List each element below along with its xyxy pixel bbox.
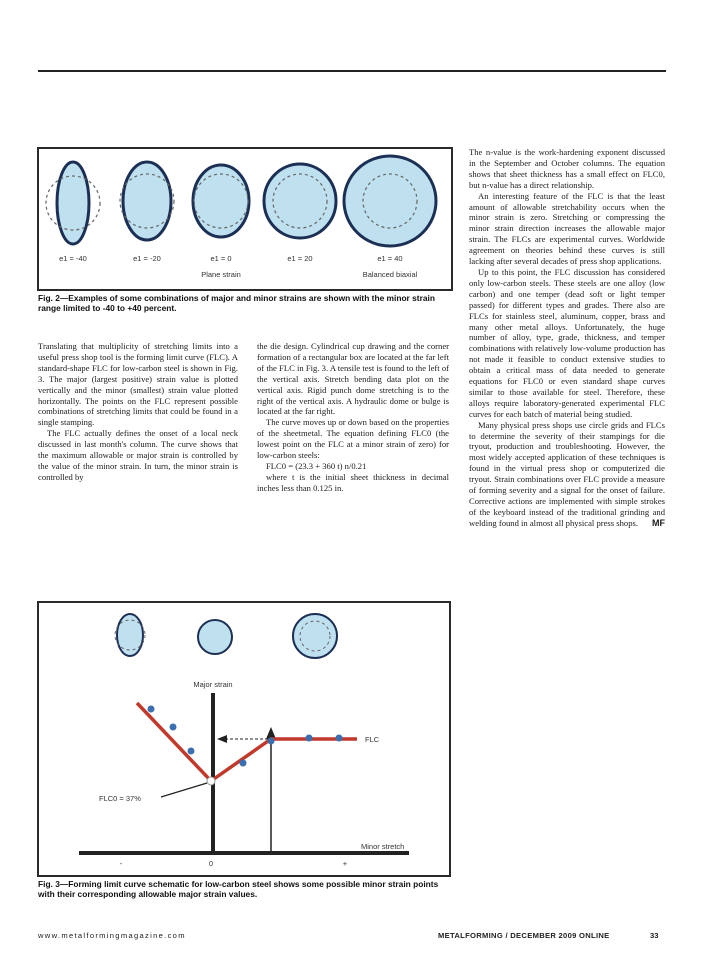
figure-2-caption: Fig. 2—Examples of some combinations of major and minor strains are shown with the minor strain range limited to -40 to +40 percent. — [38, 293, 435, 313]
paragraph — [469, 420, 665, 529]
figure-3 — [37, 601, 451, 877]
figure-3-caption: Fig. 3—Forming limit curve schematic for low-carbon steel shows some possible minor strain points with their corresponding allowable major strain values. — [38, 879, 439, 899]
equation: FLC0 = (23.3 + 360 t) n/0.21 — [266, 460, 367, 471]
paragraph: The n-value is the work-hardening exponent discussed in the September and October columns. The equation shows that sheet thickness has a small effect on FLC0, but n-value has a direct relationship. — [469, 147, 665, 190]
paragraph: the die design. Cylindrical cup drawing and the corner formation of a rectangular box are located at the far left of the FLC in Fig. 3. A tensile test is found to the left of the vertical axis. Stretch bending data plot on the vertical axis. Rigid punch dome stretching is to the right of the vertical axis. A hydraulic dome or bulge is located at the far right. — [257, 341, 449, 417]
paragraph: Up to this point, the FLC discussion has considered only low-carbon steels. These steels are one alloy (low carbon) and one temper (dead soft or light temper passed) for different types and grades. There also are FLCs for stainless steel, aluminum, copper, brass and many other metal alloys. Unfortunately, the huge number of alloy, type, grade, thickness, and temper combinations with relatively low-volume production has not made it feasible to conduct extensive studies to obtain a critical mass of data needed to generate equations for FLC0 or even standard shape curves similar to those available for steel. Therefore, these alloys require laboratory-generated experimental FLC curves for each batch of material being studied. — [469, 266, 665, 419]
axis-zero-label: 0 — [208, 859, 214, 868]
footer-magazine: METALFORMING / DECEMBER 2009 ONLINE — [438, 931, 610, 940]
major-strain-label: Major strain — [193, 680, 233, 689]
figure-2 — [37, 147, 453, 291]
page-number: 33 — [650, 931, 659, 940]
text-column-3 — [469, 147, 665, 529]
ellipse-plus-40 — [344, 156, 436, 246]
ellipse-plus-20 — [264, 164, 336, 238]
text-column-2 — [257, 341, 449, 494]
paragraph: An interesting feature of the FLC is that the least amount of allowable stretchability occurs when the minor strain is zero. Stretching or compressing the minor strain direction increases the allowable major strain. The FLCs are experimental curves. Worldwide agreement on theories behind these curves is still lacking after several decades of press shop applications. — [469, 190, 665, 267]
paragraph: The curve moves up or down based on the properties of the sheetmetal. The equation defining FLC0 (the lowest point on the FLC at a minor strain of zero) for low-carbon steels: — [257, 417, 449, 461]
label-e1-minus-40: e1 = -40 — [59, 254, 87, 263]
paragraph-text: Many physical press shops use circle grids and FLCs to determine the severity of their stampings for die tryout, production and troubleshooting. However, the most widely accepted application of these techniques is found in the virtual press shop or computerized die tryout. Strain combinations over FLC provide a measure of forming severity and a signal for the onset of failure. Corrective actions are implemented with simple strokes of the keyboard instead of the traditional grinding and welding found in almost all physical press shops. — [469, 419, 665, 528]
paragraph: where t is the initial sheet thickness in decimal inches less than 0.125 in. — [257, 471, 449, 493]
balanced-biaxial-label: Balanced biaxial — [362, 270, 418, 279]
text-column-1 — [38, 341, 238, 483]
label-e1-plus-40: e1 = 40 — [377, 254, 403, 263]
flc-label: FLC — [365, 735, 380, 744]
header-rule — [38, 70, 666, 72]
footer-url: www.metalformingmagazine.com — [38, 931, 186, 940]
axis-minus-label: - — [119, 859, 123, 868]
ellipse-minus-40 — [57, 162, 89, 244]
paragraph: The FLC actually defines the onset of a local neck discussed in last month's column. The curve shows that the maximum allowable or major strain is controlled by the value of the minor strain. In turn, the minor strain is controlled by — [38, 428, 238, 482]
figure-3-drawing — [39, 603, 449, 875]
flc0-label: FLC0 = 37% — [99, 794, 141, 803]
label-e1-zero: e1 = 0 — [210, 254, 232, 263]
minor-stretch-label: Minor stretch — [361, 842, 405, 851]
plane-strain-label: Plane strain — [201, 270, 241, 279]
flc-curve — [137, 703, 357, 781]
figure-2-drawing — [39, 149, 451, 289]
ellipse-zero — [193, 165, 249, 237]
strain-shape-icons — [115, 614, 337, 658]
label-e1-plus-20: e1 = 20 — [287, 254, 313, 263]
end-mark: MF — [652, 517, 665, 528]
label-e1-minus-20: e1 = -20 — [133, 254, 161, 263]
axis-plus-label: + — [342, 859, 348, 868]
paragraph: Translating that multiplicity of stretching limits into a useful press shop tool is the forming limit curve (FLC). A standard-shape FLC for low-carbon steel is shown in Fig. 3. The major (largest positive) strain value is plotted vertically and the minor (smallest) strain value plotted horizontally. The points on the FLC represent possible combinations of stretching limits that could be found in a single stamping. — [38, 341, 238, 428]
